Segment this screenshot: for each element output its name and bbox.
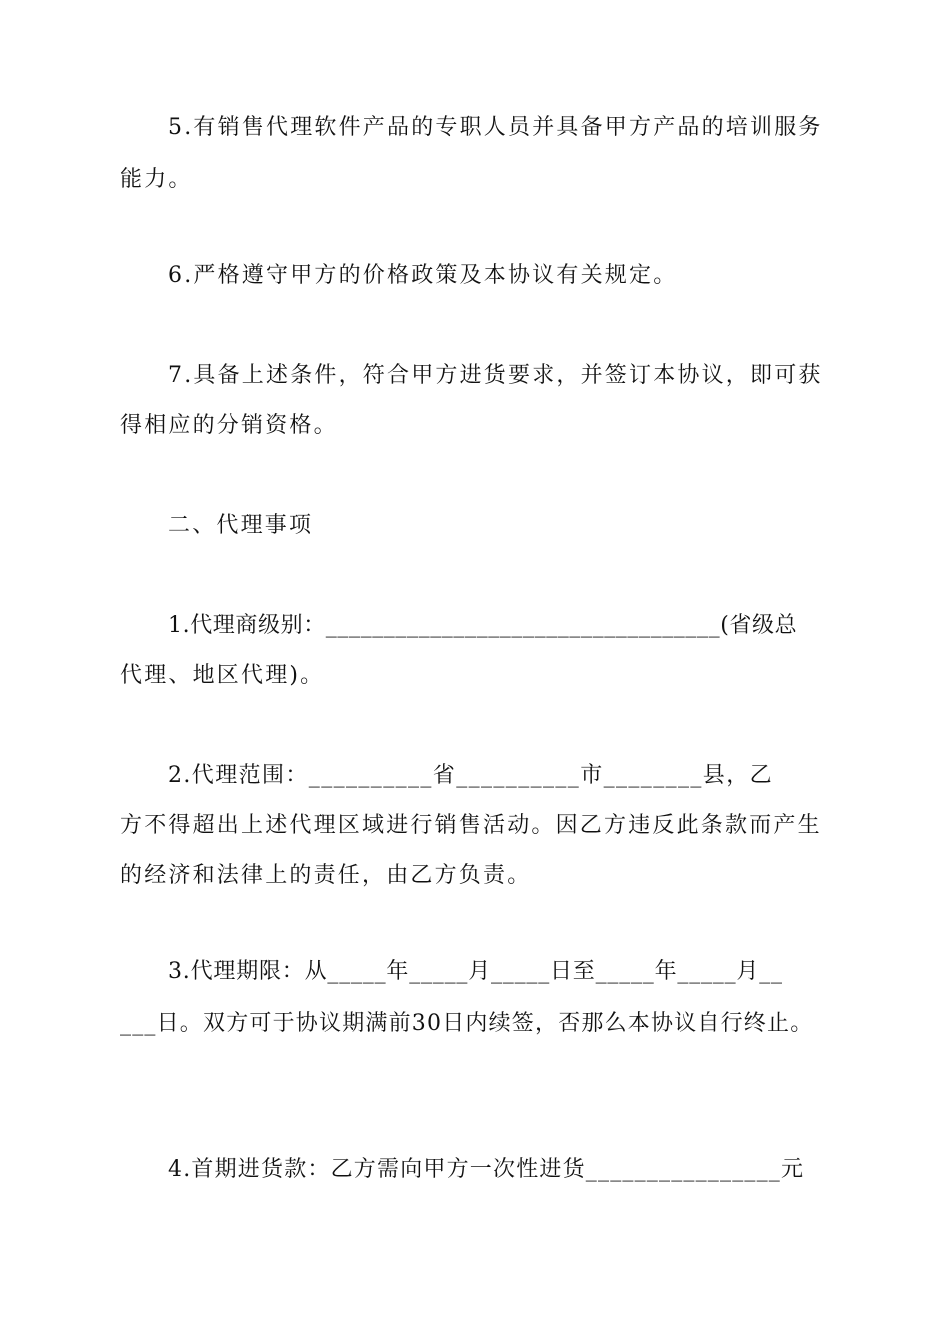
clause-6: 6.严格遵守甲方的价格政策及本协议有关规定。 bbox=[168, 263, 678, 288]
agency-item-1-line-1: 1.代理商级别：__________________________________(省级总 bbox=[168, 613, 798, 638]
agency-item-4-line-1: 4.首期进货款：乙方需向甲方一次性进货________________元 bbox=[168, 1157, 805, 1182]
clause-7-line-2: 得相应的分销资格。 bbox=[120, 413, 338, 438]
section-heading: 二、代理事项 bbox=[168, 513, 314, 538]
clause-5-line-2: 能力。 bbox=[120, 167, 193, 192]
clause-7-line-1: 7.具备上述条件，符合甲方进货要求，并签订本协议，即可获 bbox=[168, 363, 823, 388]
agency-item-1-line-2: 代理、地区代理)。 bbox=[120, 663, 325, 688]
agency-item-3-line-1: 3.代理期限：从_____年_____月_____日至_____年_____月__ bbox=[168, 959, 783, 984]
agency-item-2-line-3: 的经济和法律上的责任，由乙方负责。 bbox=[120, 863, 532, 888]
agency-item-3-line-2: ___日。双方可于协议期满前30日内续签，否那么本协议自行终止。 bbox=[120, 1011, 814, 1036]
agency-item-2-line-2: 方不得超出上述代理区域进行销售活动。因乙方违反此条款而产生 bbox=[120, 813, 822, 838]
clause-5-line-1: 5.有销售代理软件产品的专职人员并具备甲方产品的培训服务 bbox=[168, 115, 823, 140]
agency-item-2-line-1: 2.代理范围：__________省__________市________县，乙 bbox=[168, 763, 773, 788]
